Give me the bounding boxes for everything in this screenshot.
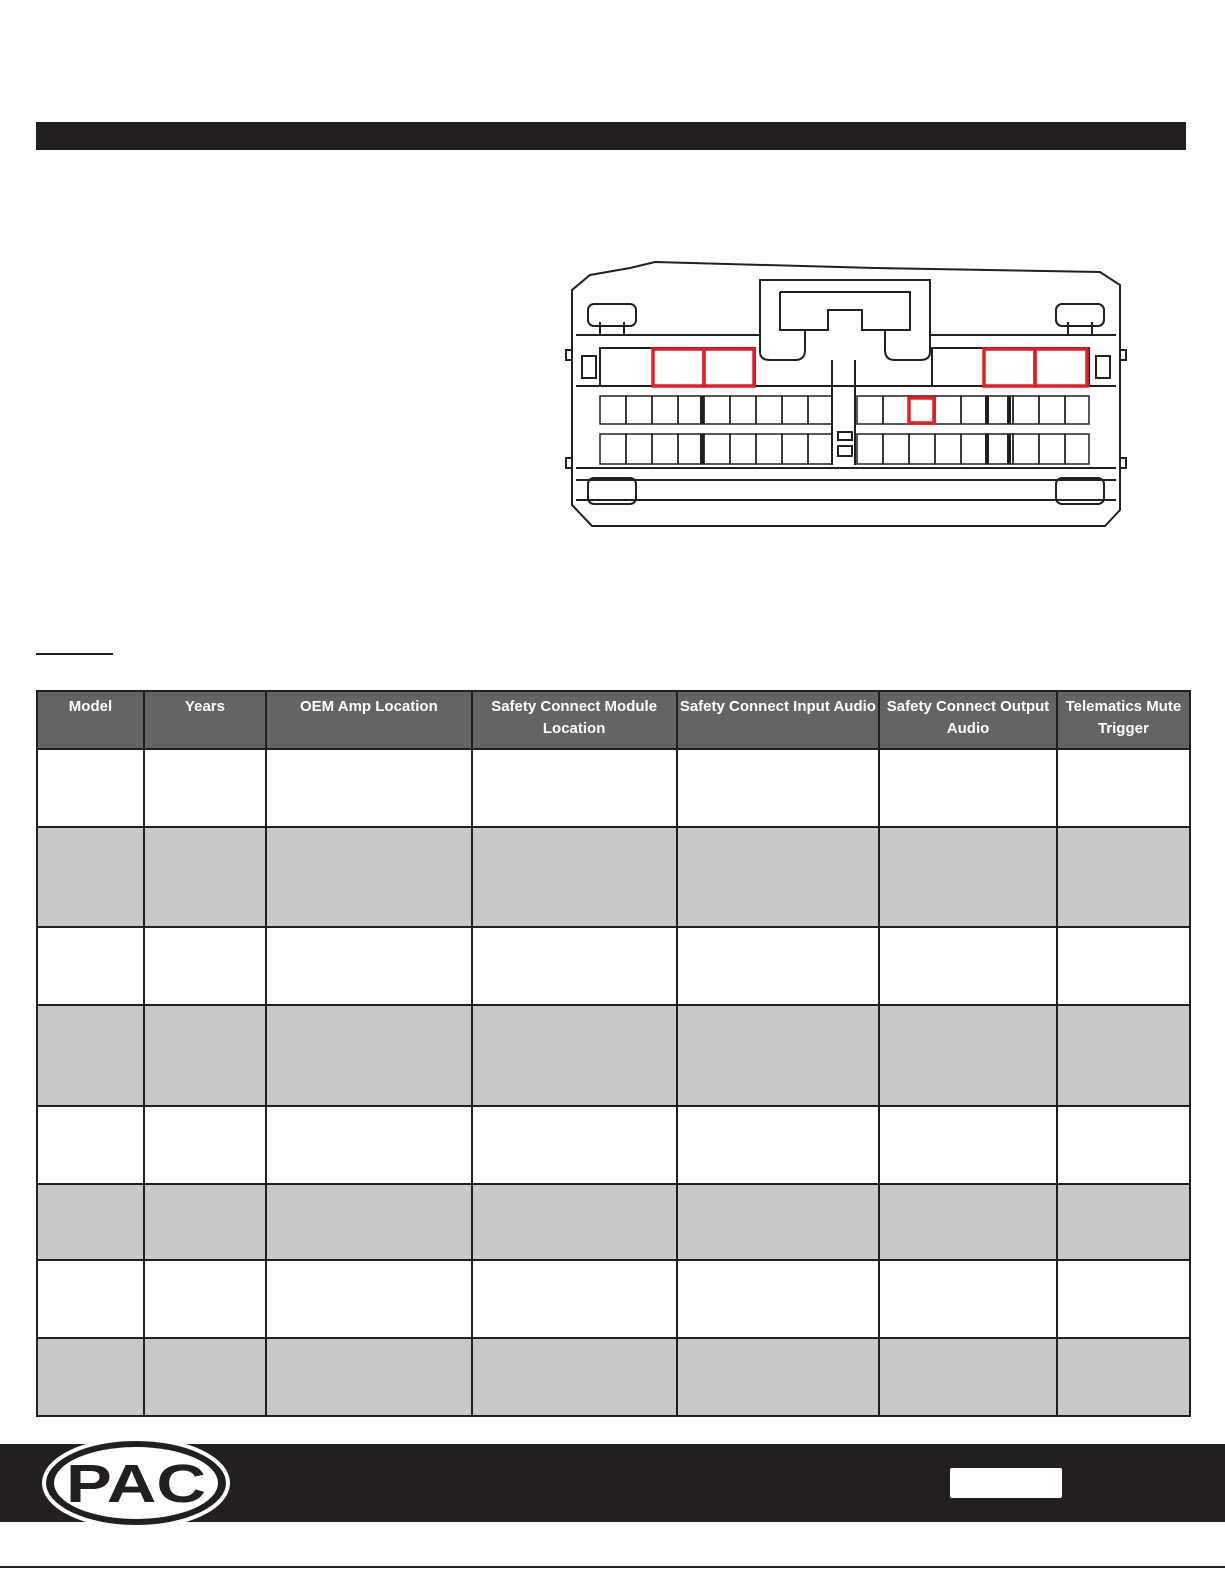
highlight-pin-d: [1035, 349, 1087, 386]
table-row: [37, 1260, 1190, 1338]
highlight-pin-a: [653, 349, 704, 386]
highlight-pin-e: [909, 398, 934, 423]
large-cavity-right: [932, 348, 1089, 386]
table-row: [37, 927, 1190, 1005]
table-row: [37, 1106, 1190, 1184]
table-row: [37, 1338, 1190, 1416]
col-header-oem-amp-location: OEM Amp Location: [266, 691, 472, 749]
large-cavity-left: [600, 348, 755, 386]
highlight-pin-b: [704, 349, 754, 386]
vehicle-spec-table: [36, 690, 1191, 1417]
page-number-box: [950, 1468, 1062, 1498]
logo-text: PAC: [66, 1454, 206, 1514]
col-header-mute-trigger: Telematics Mute Trigger: [1057, 691, 1190, 749]
header-bar: [36, 122, 1186, 150]
col-header-years: Years: [144, 691, 266, 749]
pin-row-lower: [600, 434, 1089, 464]
col-header-input-audio: Safety Connect Input Audio: [677, 691, 880, 749]
connector-housing-outline: [572, 262, 1120, 526]
table-row: [37, 827, 1190, 927]
pac-logo-icon: [40, 1436, 232, 1530]
pin-row-upper: [600, 396, 1089, 424]
highlight-pin-c: [984, 349, 1035, 386]
bottom-rule: [0, 1566, 1225, 1568]
col-header-output-audio: Safety Connect Output Audio: [879, 691, 1057, 749]
connector-diagram: [560, 258, 1130, 533]
tab-top-right: [1056, 304, 1104, 326]
tab-top-left: [588, 304, 636, 326]
table-row: [37, 1005, 1190, 1106]
col-header-module-location: Safety Connect Module Location: [472, 691, 677, 749]
table-row: [37, 749, 1190, 827]
table-header-row: [37, 691, 1190, 749]
col-header-model: Model: [37, 691, 144, 749]
table-row: [37, 1184, 1190, 1260]
section-underline: [36, 653, 113, 655]
